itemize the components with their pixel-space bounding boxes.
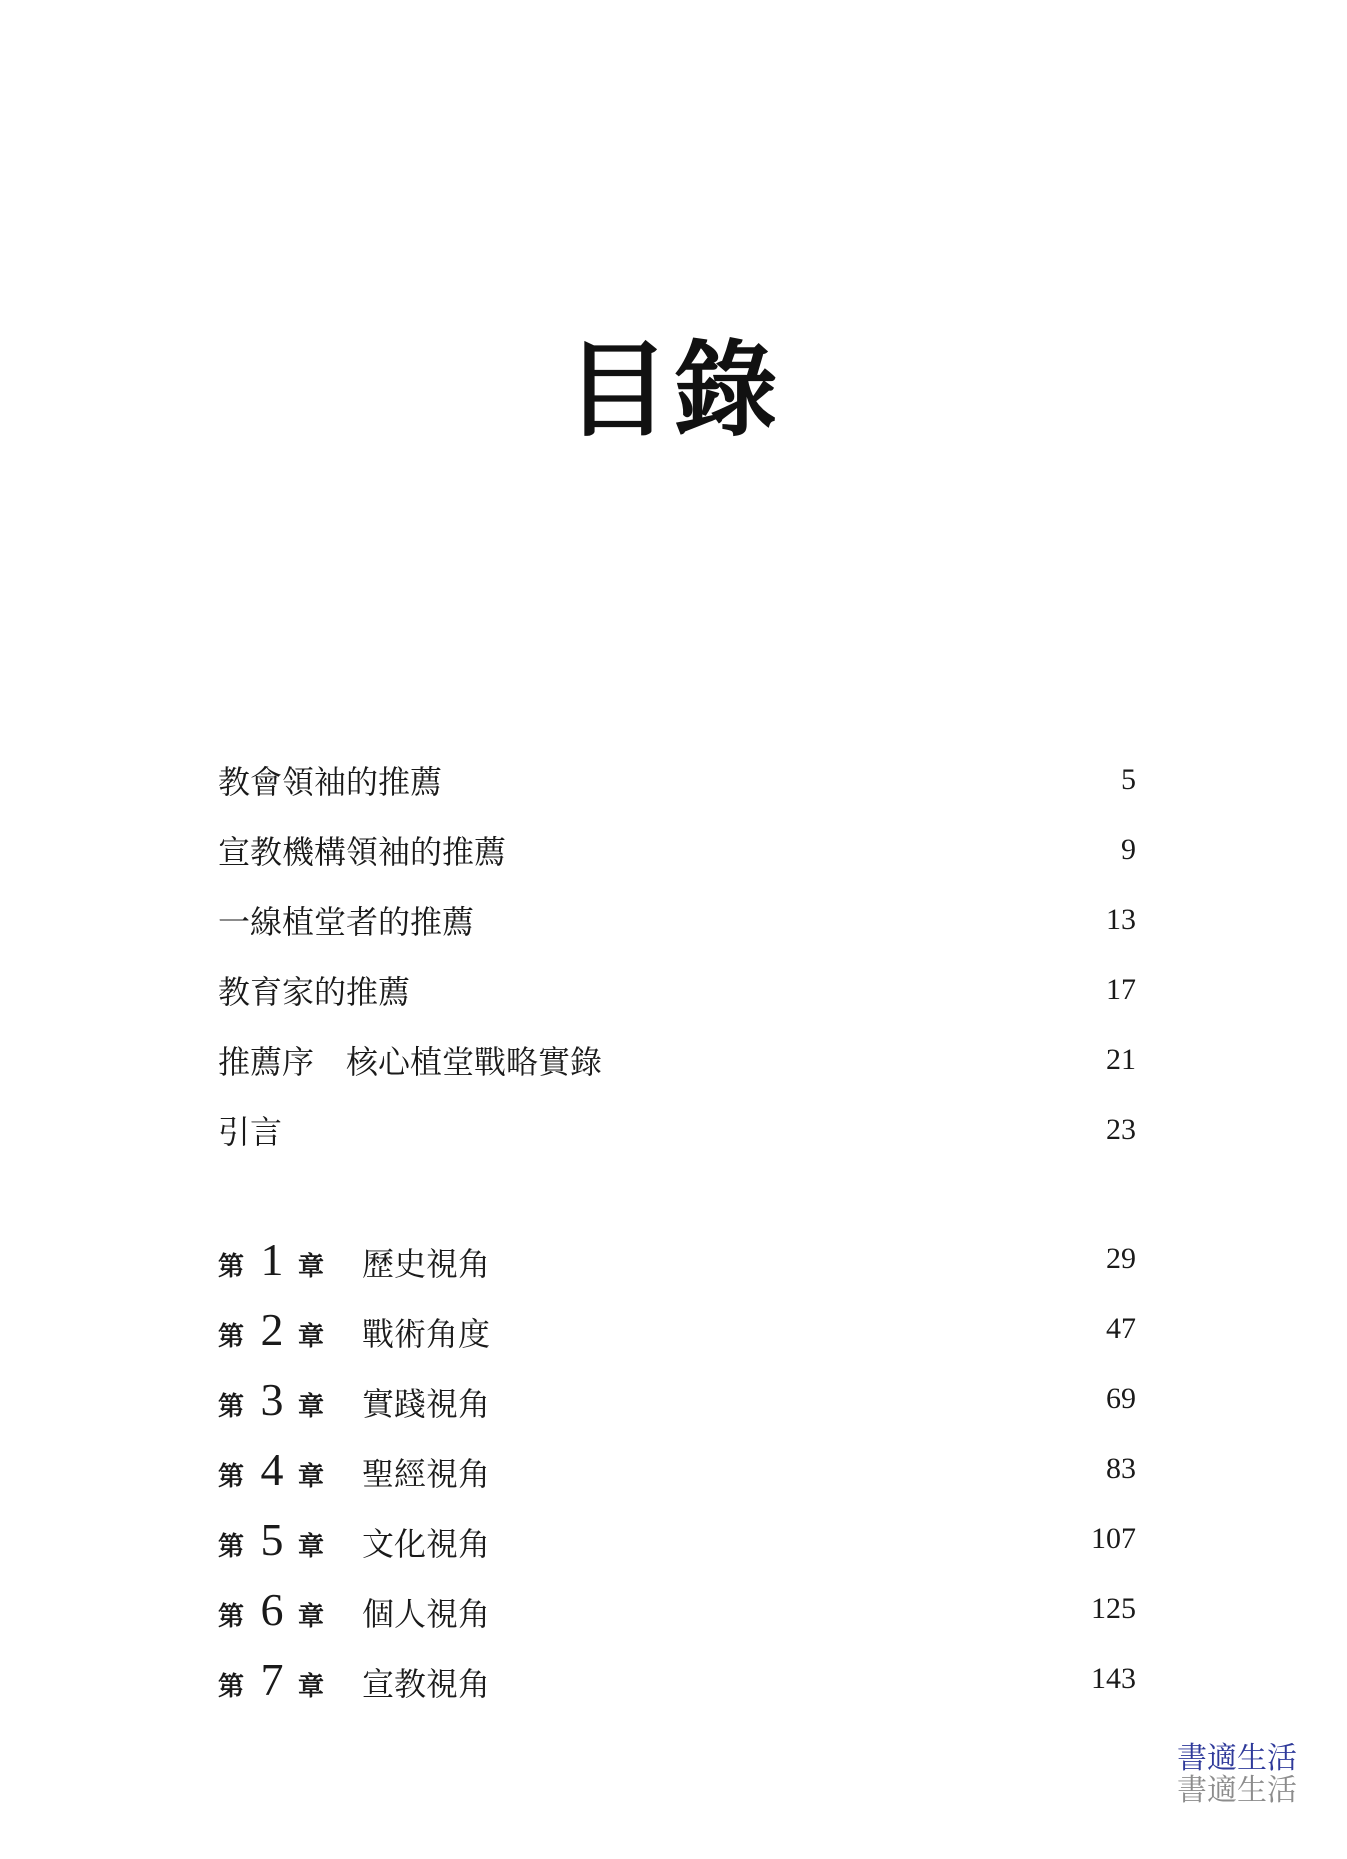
chapter-label [218,1373,490,1426]
chapter-label [218,1443,490,1496]
toc-entry-foreword[interactable] [218,1025,1136,1095]
chapter-suffix: 章 [298,1531,325,1562]
chapter-suffix: 章 [298,1671,325,1702]
toc-entry-page: 125 [1091,1592,1136,1625]
chapter-prefix: 第 [218,1251,245,1282]
toc-entry-page: 107 [1091,1522,1136,1555]
toc-entry-introduction[interactable] [218,1095,1136,1165]
toc-entry-endorsement-church-planters[interactable] [218,885,1136,955]
chapter-title: 文化視角 [362,1524,491,1563]
chapter-suffix: 章 [298,1321,325,1352]
chapter-prefix: 第 [218,1531,245,1562]
toc-entry-title: 教會領袖的推薦 [218,763,443,801]
chapter-label [218,1513,490,1566]
chapter-number: 4 [260,1443,284,1495]
toc-chapters [218,1224,1136,1714]
toc-entry-title: 推薦序 核心植堂戰略實錄 [218,1043,603,1081]
chapter-prefix: 第 [218,1391,245,1422]
toc-entry-endorsement-educators[interactable] [218,955,1136,1025]
chapter-number: 2 [260,1303,284,1355]
toc-entry-page: 143 [1091,1662,1136,1695]
watermark-line-1: 書適生活 [1177,1741,1297,1776]
chapter-suffix: 章 [298,1461,325,1492]
toc-entry-page: 9 [1121,833,1136,866]
toc-entry-page: 21 [1106,1043,1136,1076]
toc-entry-page: 5 [1121,763,1136,796]
chapter-suffix: 章 [298,1391,325,1422]
chapter-prefix: 第 [218,1671,245,1702]
chapter-prefix: 第 [218,1601,245,1632]
toc-chapter-6[interactable] [218,1574,1136,1644]
toc-entry-page: 17 [1106,973,1136,1006]
toc-chapter-5[interactable] [218,1504,1136,1574]
toc-entry-endorsement-mission-leaders[interactable] [218,815,1136,885]
watermark-line-2: 書適生活 [1177,1773,1297,1808]
chapter-number: 1 [260,1233,284,1285]
toc-entry-page: 47 [1106,1312,1136,1345]
chapter-prefix: 第 [218,1461,245,1492]
chapter-label [218,1583,490,1636]
toc-chapter-7[interactable] [218,1644,1136,1714]
chapter-suffix: 章 [298,1601,325,1632]
page-title: 目錄 [565,327,782,451]
toc-entry-title: 宣教機構領袖的推薦 [218,833,507,871]
toc-entry-title: 一線植堂者的推薦 [218,903,475,941]
toc-chapter-3[interactable] [218,1364,1136,1434]
toc-chapter-1[interactable] [218,1224,1136,1294]
toc-entry-title: 引言 [218,1113,283,1151]
toc-entry-endorsement-church-leaders[interactable] [218,745,1136,815]
chapter-title: 戰術角度 [362,1314,491,1353]
toc-entry-title: 教育家的推薦 [218,973,411,1011]
chapter-number: 3 [260,1373,284,1425]
toc-entry-page: 13 [1106,903,1136,936]
publisher-watermark [1177,1743,1297,1807]
chapter-title: 歷史視角 [362,1244,491,1283]
chapter-prefix: 第 [218,1321,245,1352]
chapter-number: 6 [260,1583,284,1635]
toc-entry-page: 83 [1106,1452,1136,1485]
chapter-number: 5 [260,1513,284,1565]
chapter-label [218,1653,490,1706]
chapter-title: 個人視角 [362,1594,491,1633]
chapter-label [218,1303,490,1356]
toc-entry-page: 69 [1106,1382,1136,1415]
chapter-suffix: 章 [298,1251,325,1282]
toc-front-matter [218,745,1136,1165]
toc-chapter-2[interactable] [218,1294,1136,1364]
toc-entry-page: 23 [1106,1113,1136,1146]
chapter-label [218,1233,490,1286]
chapter-title: 宣教視角 [362,1664,491,1703]
toc-chapter-4[interactable] [218,1434,1136,1504]
chapter-title: 聖經視角 [362,1454,491,1493]
chapter-title: 實踐視角 [362,1384,491,1423]
toc-entry-page: 29 [1106,1242,1136,1275]
chapter-number: 7 [260,1653,284,1705]
